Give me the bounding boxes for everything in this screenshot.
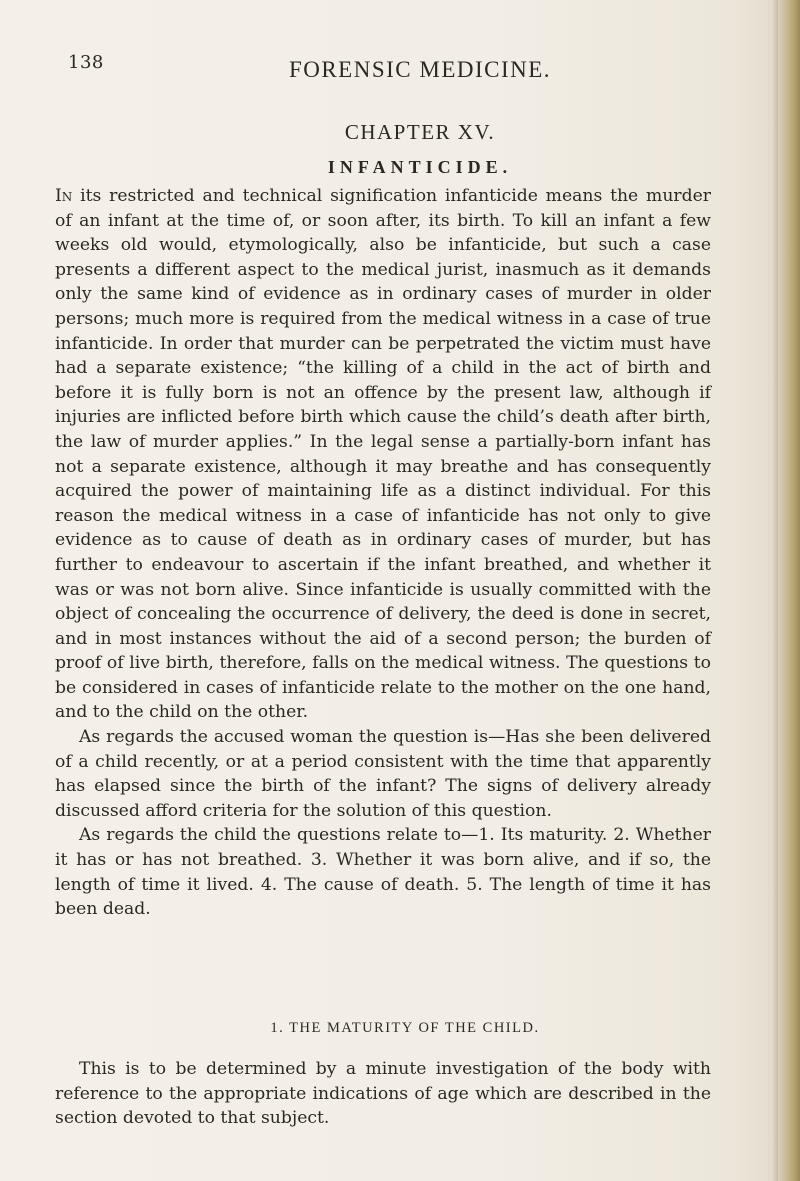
- chapter-subject: INFANTICIDE.: [327, 157, 513, 177]
- body-text: [55, 184, 711, 922]
- subsection-paragraph: This is to be determined by a minute investigation of the body with reference to the appropriate indications of age which are described in the section devoted to that subject.: [55, 1059, 711, 1129]
- chapter-title: CHAPTER XV.: [344, 120, 496, 144]
- drop-word: In: [55, 186, 73, 206]
- subsection-heading: 1. THE MATURITY OF THE CHILD.: [270, 1020, 540, 1036]
- paragraph-2: As regards the accused woman the question is—Has she been delivered of a child recently, or at a period consistent with the time that apparently has elapsed since the birth of the infant? The signs of delivery already discussed afford criteria for the solution of this question.: [55, 727, 711, 821]
- paragraph-1: [55, 184, 711, 725]
- page-number: 138: [68, 52, 104, 73]
- running-head: FORENSIC MEDICINE.: [288, 57, 552, 82]
- subsection-text: [55, 1057, 711, 1131]
- paragraph-1-text: its restricted and technical signification infanticide means the murder of an infant at the time of, or soon after, its birth. To kill an infant a few weeks old would, etymologically, also be infanticide, but such a case presents a different aspect to the medical jurist, inasmuch as it demands only the same kind of evidence as in ordinary cases of murder in older persons; much more is required from the medical witness in a case of true infanticide. In order that murder can be perpetrated the victim must have had a separate existence; “the killing of a child in the act of birth and before it is fully born is not an offence by the present law, although if injuries are inflicted before birth which cause the child’s death after birth, the law of murder applies.” In the legal sense a partially-born infant has not a separate existence, although it may breathe and has consequently acquired the power of maintaining life as a distinct individual. For this reason the medical witness in a case of infanticide has not only to give evidence as to cause of death as in ordinary cases of murder, but has further to endeavour to ascertain if the infant breathed, and whether it was or was not born alive. Since infanticide is usually committed with the object of concealing the occurrence of delivery, the deed is done in secret, and in most instances without the aid of a second person; the burden of proof of live birth, therefore, falls on the medical witness. The questions to be considered in cases of infanticide relate to the mother on the one hand, and to the child on the other.: [55, 186, 711, 723]
- paragraph-3: As regards the child the questions relate to—1. Its maturity. 2. Whether it has or has not breathed. 3. Whether it was born alive, and if so, the length of time it lived. 4. The cause of death. 5. The length of time it has been dead.: [55, 825, 711, 920]
